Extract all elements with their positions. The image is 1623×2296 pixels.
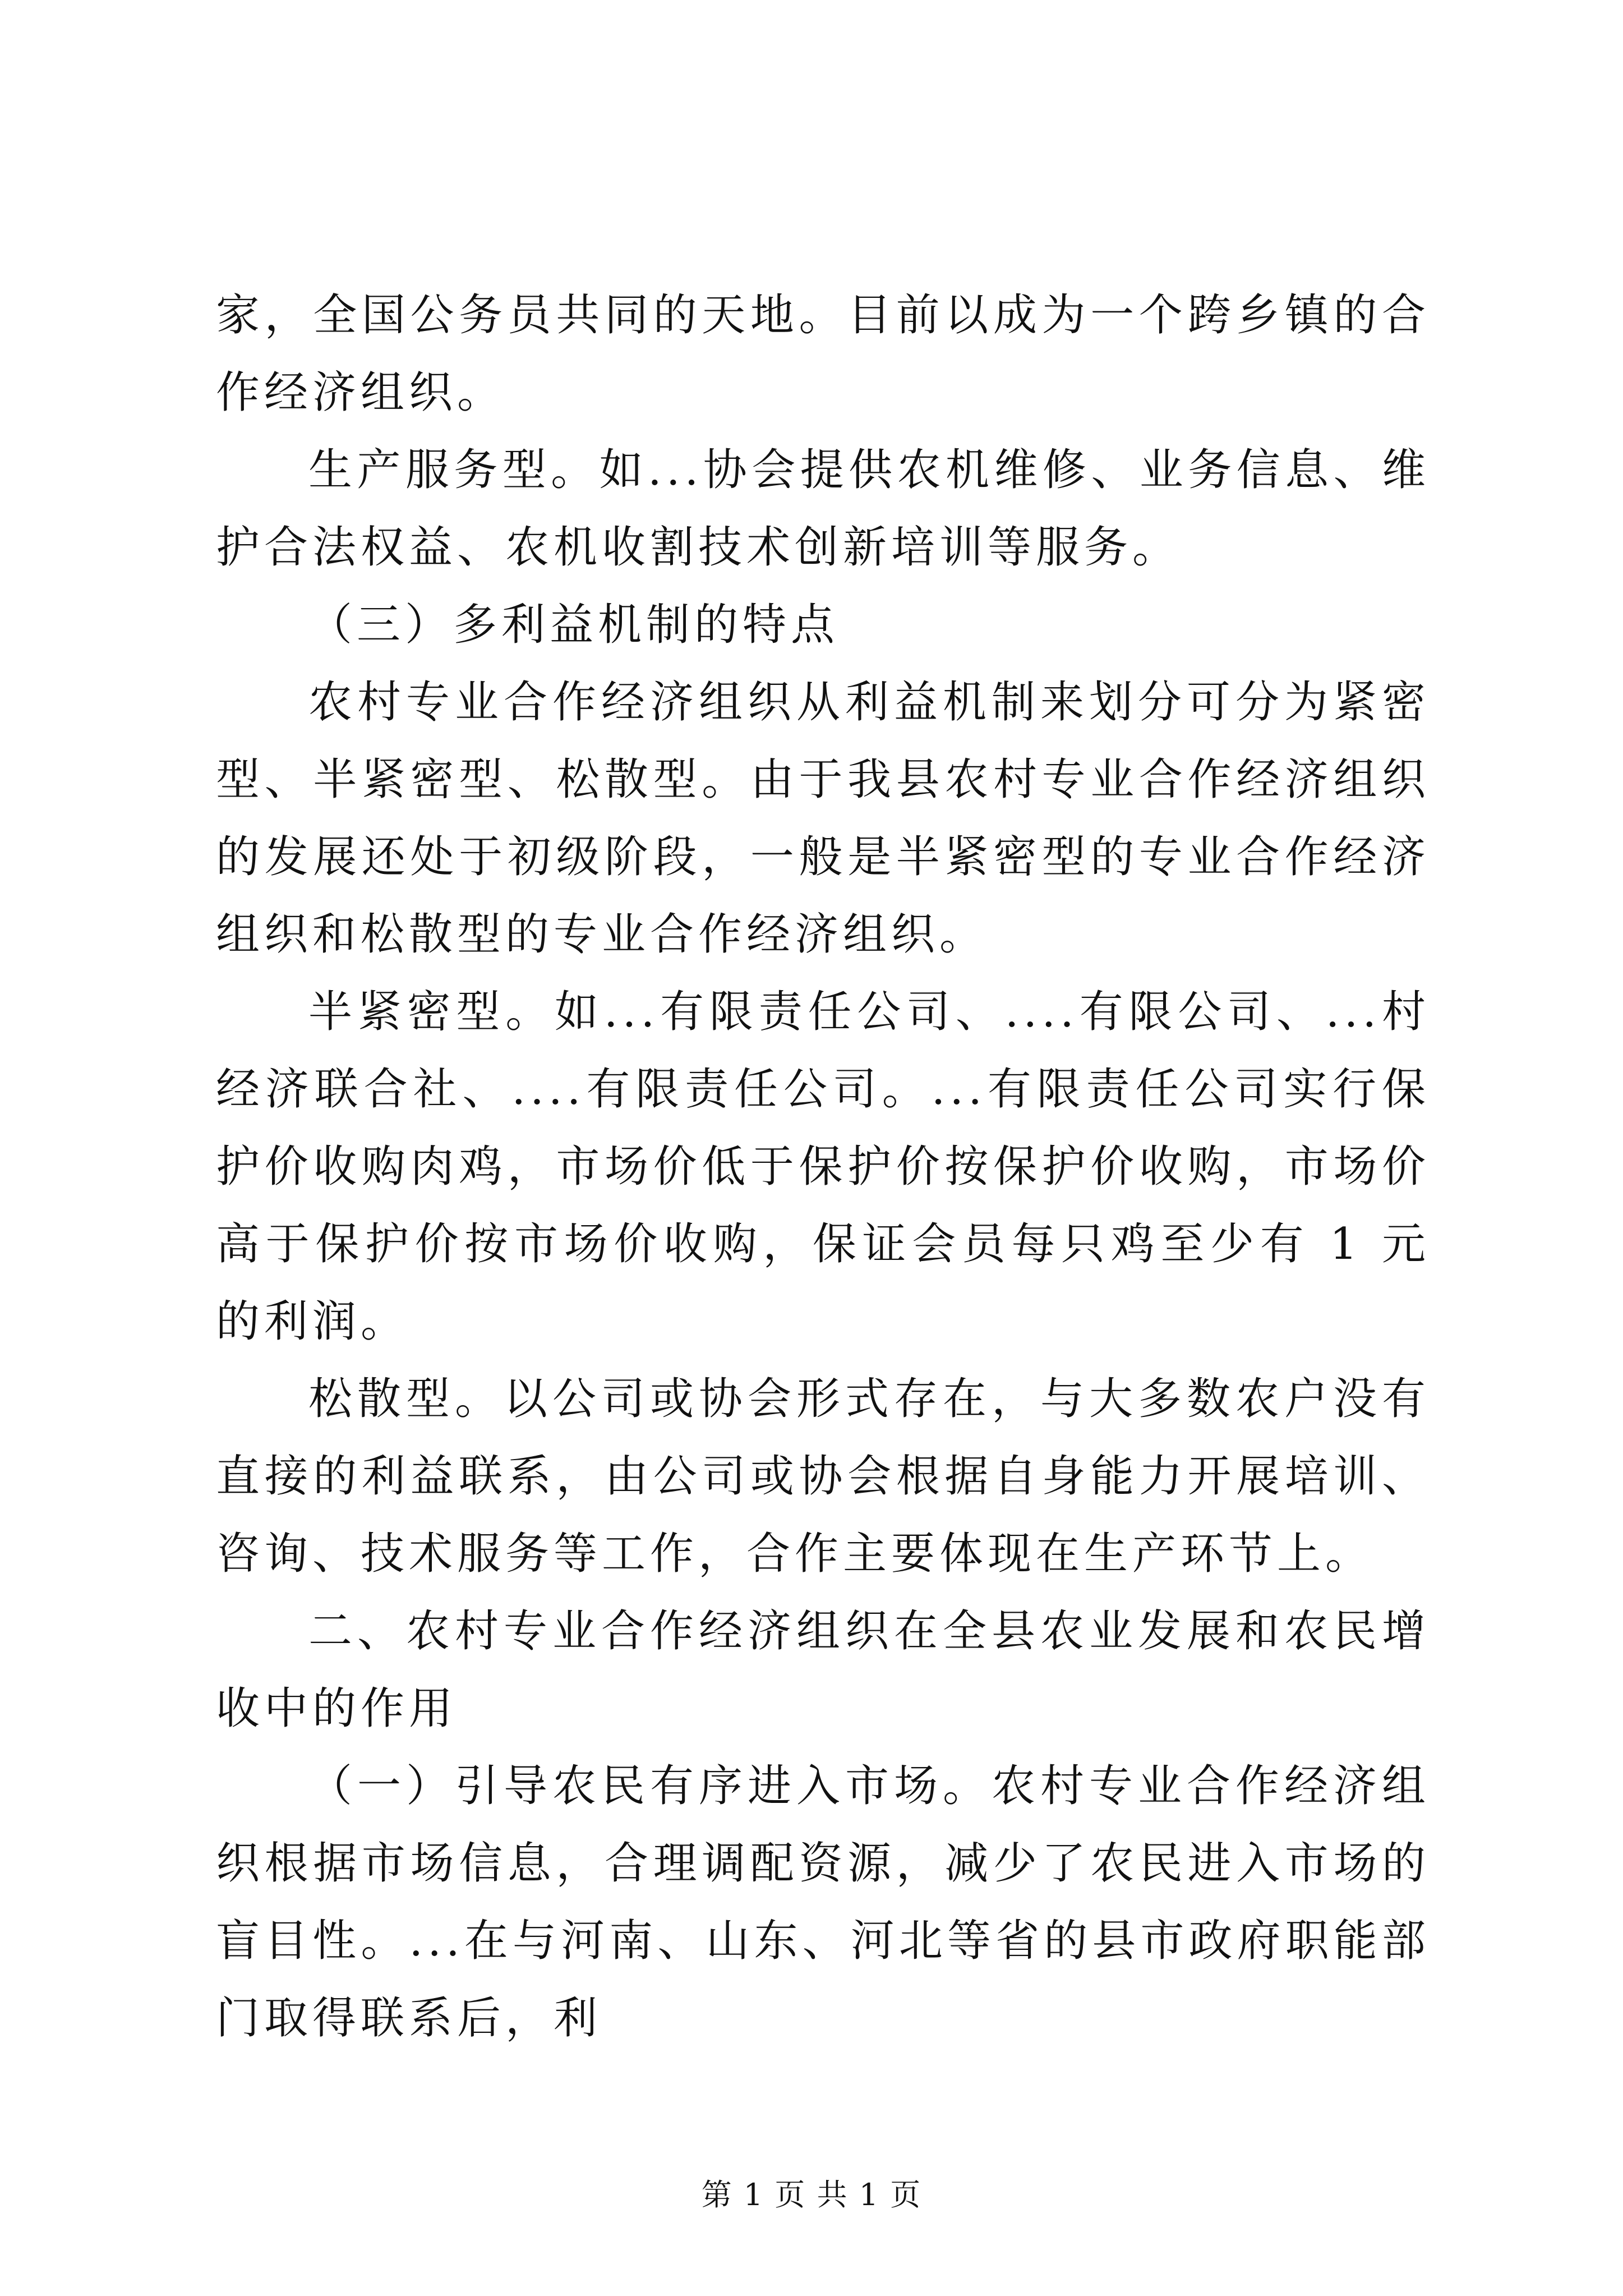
paragraph-production-service: 生产服务型。如...协会提供农机维修、业务信息、维护合法权益、农机收割技术创新培训等服务。: [216, 445, 1430, 573]
paragraph-guide-market: （一）引导农民有序进入市场。农村专业合作经济组织根据市场信息，合理调配资源，减少了农民进入市场的盲目性。...在与河南、山东、河北等省的县市政府职能部门取得联系后，利: [216, 1761, 1430, 2044]
section-heading-benefit-mechanism: （三）多利益机制的特点: [308, 600, 840, 650]
paragraph-semi-tight: 半紧密型。如...有限责任公司、....有限公司、...村经济联合社、....有限责任公司。...有限责任公司实行保护价收购肉鸡，市场价低于保护价按保护价收购，市场价高于保护价按市场价收购，保证会员每只鸡至少有 1 元的利润。: [216, 987, 1430, 1347]
section-heading-role: 二、农村专业合作经济组织在全县农业发展和农民增收中的作用: [216, 1606, 1430, 1734]
paragraph-continuation: 家，全国公务员共同的天地。目前以成为一个跨乡镇的合作经济组织。: [216, 290, 1430, 418]
page-footer: 第 1 页 共 1 页: [701, 2177, 922, 2212]
paragraph-loose: 松散型。以公司或协会形式存在，与大多数农户没有直接的利益联系，由公司或协会根据自身能力开展培训、咨询、技术服务等工作，合作主要体现在生产环节上。: [216, 1374, 1430, 1579]
document-body: [216, 0, 1430, 2044]
paragraph-benefit-mechanism: 农村专业合作经济组织从利益机制来划分可分为紧密型、半紧密型、松散型。由于我县农村专业合作经济组织的发展还处于初级阶段，一般是半紧密型的专业合作经济组织和松散型的专业合作经济组织。: [216, 677, 1430, 960]
